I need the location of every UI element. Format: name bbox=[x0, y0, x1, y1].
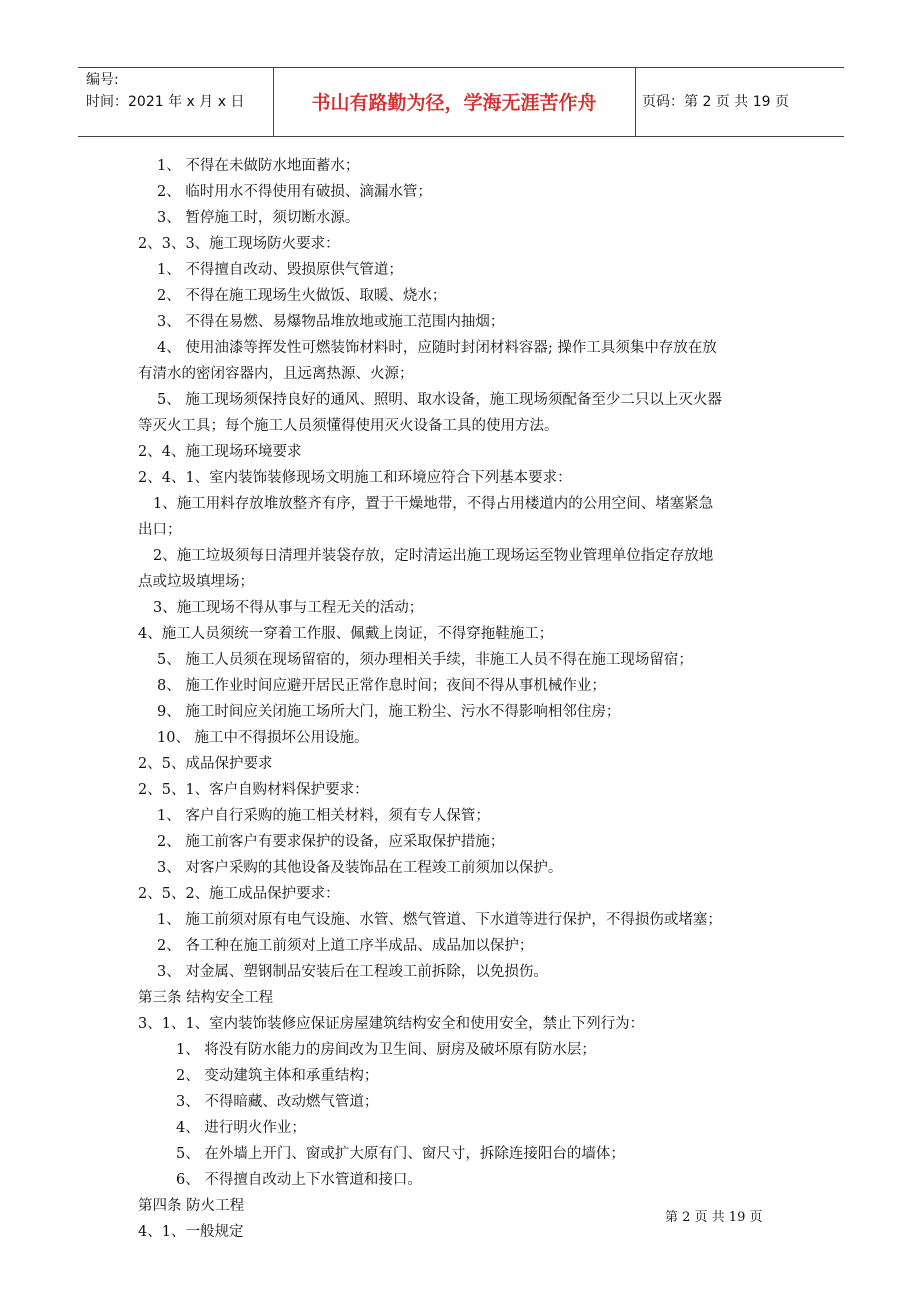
text-line: 2、 不得在施工现场生火做饭、取暖、烧水； bbox=[157, 288, 447, 304]
header-divider-right bbox=[635, 68, 636, 136]
page-footer: 第 2 页 共 19 页 bbox=[665, 1210, 763, 1225]
header-meta bbox=[86, 70, 244, 112]
text-line: 3、施工现场不得从事与工程无关的活动； bbox=[153, 600, 424, 616]
text-line: 2、 施工前客户有要求保护的设备，应采取保护措施； bbox=[157, 834, 505, 850]
text-line: 1、 客户自行采购的施工相关材料，须有专人保管； bbox=[157, 808, 490, 824]
text-line: 5、 施工现场须保持良好的通风、照明、取水设备，施工现场须配备至少二只以上灭火器 bbox=[157, 392, 722, 408]
text-line: 2、 各工种在施工前须对上道工序半成品、成品加以保护； bbox=[157, 938, 534, 954]
text-line: 8、 施工作业时间应避开居民正常作息时间；夜间不得从事机械作业； bbox=[157, 678, 606, 694]
text-line: 2、5、2、施工成品保护要求： bbox=[138, 886, 340, 902]
document-time-label: 时间：2021 年 x 月 x 日 bbox=[86, 94, 245, 110]
section-heading: 第三条 结构安全工程 bbox=[138, 990, 274, 1006]
text-line: 1、 将没有防水能力的房间改为卫生间、厨房及破坏原有防水层； bbox=[176, 1042, 596, 1058]
text-line: 2、施工垃圾须每日清理并装袋存放，定时清运出施工现场运至物业管理单位指定存放地 bbox=[153, 548, 714, 564]
text-line: 4、 进行明火作业； bbox=[176, 1120, 306, 1136]
text-line: 3、 对客户采购的其他设备及装饰品在工程竣工前须加以保护。 bbox=[157, 860, 563, 876]
header-motto: 书山有路勤为径，学海无涯苦作舟 bbox=[311, 92, 597, 114]
text-line: 1、施工用料存放堆放整齐有序，置于干燥地带，不得占用楼道内的公用空间、堵塞紧急 bbox=[153, 496, 714, 512]
header-bottom-rule bbox=[78, 136, 844, 137]
text-line: 10、 施工中不得损坏公用设施。 bbox=[157, 730, 369, 746]
text-line: 3、 对金属、塑钢制品安装后在工程竣工前拆除，以免损伤。 bbox=[157, 964, 548, 980]
text-line: 3、 暂停施工时，须切断水源。 bbox=[157, 210, 360, 226]
text-line: 6、 不得擅自改动上下水管道和接口。 bbox=[176, 1172, 422, 1188]
text-line: 1、 不得在未做防水地面蓄水； bbox=[157, 158, 360, 174]
text-line: 3、1、1、室内装饰装修应保证房屋建筑结构安全和使用安全，禁止下列行为： bbox=[138, 1016, 645, 1032]
text-line: 9、 施工时间应关闭施工场所大门，施工粉尘、污水不得影响相邻住房； bbox=[157, 704, 621, 720]
text-line: 5、 施工人员须在现场留宿的，须办理相关手续，非施工人员不得在施工现场留宿； bbox=[157, 652, 693, 668]
text-line: 1、 不得擅自改动、毁损原供气管道； bbox=[157, 262, 403, 278]
document-number-label: 编号: bbox=[86, 72, 119, 88]
text-line: 4、施工人员须统一穿着工作服、佩戴上岗证，不得穿拖鞋施工； bbox=[138, 626, 554, 642]
text-line: 2、4、1、室内装饰装修现场文明施工和环境应符合下列基本要求： bbox=[138, 470, 572, 486]
text-line: 2、5、成品保护要求 bbox=[138, 756, 273, 772]
text-line: 有清水的密闭容器内，且远离热源、火源； bbox=[138, 366, 414, 382]
text-line: 2、4、施工现场环境要求 bbox=[138, 444, 302, 460]
text-line: 2、3、3、施工现场防火要求： bbox=[138, 236, 340, 252]
text-line: 出口； bbox=[138, 522, 182, 538]
header-top-rule bbox=[78, 67, 844, 68]
text-line: 3、 不得在易燃、易爆物品堆放地或施工范围内抽烟； bbox=[157, 314, 505, 330]
header-page-number: 页码：第 2 页 共 19 页 bbox=[642, 94, 789, 110]
section-heading: 第四条 防火工程 bbox=[138, 1198, 245, 1214]
text-line: 点或垃圾填埋场； bbox=[138, 574, 254, 590]
text-line: 4、 使用油漆等挥发性可燃装饰材料时，应随时封闭材料容器; 操作工具须集中存放在放 bbox=[157, 340, 717, 356]
text-line: 等灭火工具；每个施工人员须懂得使用灭火设备工具的使用方法。 bbox=[138, 418, 559, 434]
text-line: 4、1、一般规定 bbox=[138, 1224, 244, 1240]
text-line: 3、 不得暗藏、改动燃气管道； bbox=[176, 1094, 379, 1110]
text-line: 2、 临时用水不得使用有破损、滴漏水管； bbox=[157, 184, 432, 200]
text-line: 5、 在外墙上开门、窗或扩大原有门、窗尺寸，拆除连接阳台的墙体； bbox=[176, 1146, 625, 1162]
text-line: 2、 变动建筑主体和承重结构； bbox=[176, 1068, 379, 1084]
text-line: 1、 施工前须对原有电气设施、水管、燃气管道、下水道等进行保护，不得损伤或堵塞； bbox=[157, 912, 722, 928]
text-line: 2、5、1、客户自购材料保护要求： bbox=[138, 782, 369, 798]
